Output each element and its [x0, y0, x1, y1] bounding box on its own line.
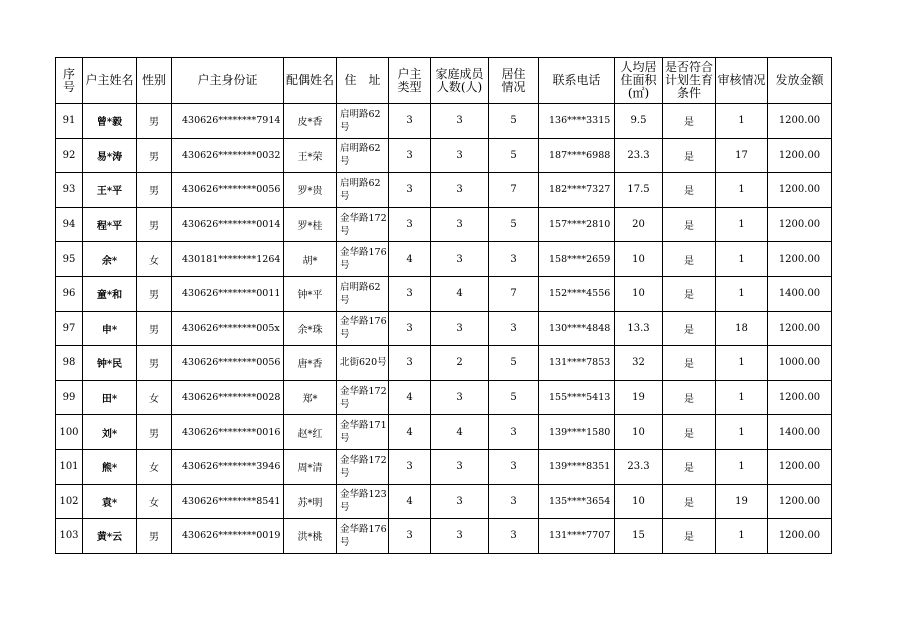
- table-row: [56, 415, 832, 450]
- cell-gender: 男: [137, 104, 172, 139]
- cell-phone: 139****1580: [539, 415, 615, 450]
- cell-phone: 187****6988: [539, 138, 615, 173]
- cell-owner-name: 王*平: [83, 173, 137, 208]
- cell-area: 23.3: [615, 449, 663, 484]
- cell-review: 1: [716, 346, 768, 381]
- cell-family-planning: 是: [663, 380, 716, 415]
- cell-owner-type: 4: [389, 484, 431, 519]
- cell-family-planning: 是: [663, 311, 716, 346]
- cell-phone: 135****3654: [539, 484, 615, 519]
- cell-owner-type: 3: [389, 104, 431, 139]
- cell-address: 北街620号: [337, 346, 389, 381]
- cell-review: 1: [716, 415, 768, 450]
- cell-family-planning: 是: [663, 138, 716, 173]
- cell-gender: 男: [137, 173, 172, 208]
- cell-member-count: 3: [431, 519, 489, 554]
- cell-address: 金华路176号: [337, 519, 389, 554]
- cell-family-planning: 是: [663, 449, 716, 484]
- cell-no: 96: [56, 276, 83, 311]
- cell-amount: 1200.00: [768, 449, 832, 484]
- cell-review: 18: [716, 311, 768, 346]
- cell-area: 13.3: [615, 311, 663, 346]
- cell-no: 98: [56, 346, 83, 381]
- cell-gender: 女: [137, 380, 172, 415]
- cell-review: 1: [716, 276, 768, 311]
- table-row: [56, 311, 832, 346]
- cell-family-planning: 是: [663, 207, 716, 242]
- cell-owner-type: 4: [389, 415, 431, 450]
- col-owner-type-header: 户主 类型: [389, 58, 431, 104]
- cell-living: 3: [489, 519, 539, 554]
- cell-owner-type: 3: [389, 449, 431, 484]
- cell-no: 99: [56, 380, 83, 415]
- cell-owner-id: 430626********0028: [172, 380, 284, 415]
- cell-family-planning: 是: [663, 104, 716, 139]
- cell-owner-name: 易*涛: [83, 138, 137, 173]
- cell-spouse-name: 唐*香: [284, 346, 337, 381]
- cell-amount: 1200.00: [768, 242, 832, 277]
- cell-area: 10: [615, 276, 663, 311]
- cell-spouse-name: 罗*桂: [284, 207, 337, 242]
- cell-address: 启明路62号: [337, 104, 389, 139]
- cell-living: 7: [489, 173, 539, 208]
- cell-no: 97: [56, 311, 83, 346]
- col-area-header: 人均居 住面积 (㎡): [615, 58, 663, 104]
- cell-area: 10: [615, 242, 663, 277]
- cell-address: 金华路172号: [337, 207, 389, 242]
- cell-member-count: 3: [431, 207, 489, 242]
- cell-owner-name: 申*: [83, 311, 137, 346]
- cell-spouse-name: 洪*桃: [284, 519, 337, 554]
- cell-phone: 139****8351: [539, 449, 615, 484]
- cell-area: 10: [615, 484, 663, 519]
- col-member-count-header: 家庭成员 人数(人): [431, 58, 489, 104]
- cell-owner-type: 3: [389, 519, 431, 554]
- cell-phone: 182****7327: [539, 173, 615, 208]
- cell-owner-id: 430626********3946: [172, 449, 284, 484]
- cell-owner-id: 430626********0056: [172, 173, 284, 208]
- cell-address: 启明路62号: [337, 276, 389, 311]
- table-row: [56, 346, 832, 381]
- cell-spouse-name: 胡*: [284, 242, 337, 277]
- cell-owner-id: 430626********0011: [172, 276, 284, 311]
- cell-area: 19: [615, 380, 663, 415]
- cell-owner-name: 袁*: [83, 484, 137, 519]
- col-owner-id-header: 户主身份证: [172, 58, 284, 104]
- cell-phone: 152****4556: [539, 276, 615, 311]
- cell-address: 金华路172号: [337, 449, 389, 484]
- cell-owner-id: 430626********0014: [172, 207, 284, 242]
- cell-phone: 131****7853: [539, 346, 615, 381]
- cell-member-count: 3: [431, 311, 489, 346]
- cell-owner-name: 黄*云: [83, 519, 137, 554]
- cell-amount: 1200.00: [768, 311, 832, 346]
- cell-owner-type: 3: [389, 207, 431, 242]
- cell-amount: 1200.00: [768, 104, 832, 139]
- table-row: [56, 242, 832, 277]
- cell-review: 1: [716, 519, 768, 554]
- cell-address: 金华路171号: [337, 415, 389, 450]
- cell-address: 启明路62号: [337, 173, 389, 208]
- cell-family-planning: 是: [663, 242, 716, 277]
- cell-living: 5: [489, 104, 539, 139]
- cell-owner-type: 4: [389, 380, 431, 415]
- col-no-header: 序 号: [56, 58, 83, 104]
- cell-owner-id: 430626********005x: [172, 311, 284, 346]
- table-row: [56, 519, 832, 554]
- cell-area: 15: [615, 519, 663, 554]
- cell-member-count: 3: [431, 173, 489, 208]
- table-row: [56, 138, 832, 173]
- cell-living: 5: [489, 207, 539, 242]
- cell-review: 1: [716, 242, 768, 277]
- cell-member-count: 3: [431, 484, 489, 519]
- cell-member-count: 3: [431, 242, 489, 277]
- cell-owner-type: 3: [389, 138, 431, 173]
- col-amount-header: 发放金额: [768, 58, 832, 104]
- cell-amount: 1200.00: [768, 207, 832, 242]
- cell-area: 23.3: [615, 138, 663, 173]
- cell-amount: 1200.00: [768, 173, 832, 208]
- cell-owner-name: 田*: [83, 380, 137, 415]
- cell-area: 17.5: [615, 173, 663, 208]
- cell-area: 20: [615, 207, 663, 242]
- table-row: [56, 276, 832, 311]
- table-row: [56, 380, 832, 415]
- cell-gender: 男: [137, 415, 172, 450]
- cell-area: 10: [615, 415, 663, 450]
- cell-review: 1: [716, 173, 768, 208]
- cell-living: 3: [489, 311, 539, 346]
- table-row: [56, 207, 832, 242]
- cell-spouse-name: 余*珠: [284, 311, 337, 346]
- cell-phone: 130****4848: [539, 311, 615, 346]
- cell-owner-name: 熊*: [83, 449, 137, 484]
- cell-spouse-name: 苏*明: [284, 484, 337, 519]
- cell-phone: 158****2659: [539, 242, 615, 277]
- cell-no: 103: [56, 519, 83, 554]
- col-living-header: 居住 情况: [489, 58, 539, 104]
- cell-owner-id: 430626********0056: [172, 346, 284, 381]
- cell-gender: 男: [137, 276, 172, 311]
- cell-living: 3: [489, 449, 539, 484]
- cell-gender: 男: [137, 311, 172, 346]
- cell-address: 金华路172号: [337, 380, 389, 415]
- col-gender-header: 性别: [137, 58, 172, 104]
- cell-gender: 女: [137, 242, 172, 277]
- cell-owner-id: 430181********1264: [172, 242, 284, 277]
- cell-no: 100: [56, 415, 83, 450]
- cell-phone: 136****3315: [539, 104, 615, 139]
- table-row: [56, 484, 832, 519]
- cell-amount: 1400.00: [768, 415, 832, 450]
- cell-spouse-name: 郑*: [284, 380, 337, 415]
- cell-family-planning: 是: [663, 519, 716, 554]
- cell-review: 1: [716, 207, 768, 242]
- cell-amount: 1400.00: [768, 276, 832, 311]
- subsidy-table: [55, 57, 832, 554]
- cell-owner-name: 程*平: [83, 207, 137, 242]
- cell-phone: 131****7707: [539, 519, 615, 554]
- cell-no: 91: [56, 104, 83, 139]
- cell-living: 3: [489, 484, 539, 519]
- cell-living: 7: [489, 276, 539, 311]
- cell-area: 9.5: [615, 104, 663, 139]
- cell-owner-id: 430626********0032: [172, 138, 284, 173]
- cell-no: 101: [56, 449, 83, 484]
- cell-amount: 1000.00: [768, 346, 832, 381]
- cell-owner-id: 430626********0016: [172, 415, 284, 450]
- cell-member-count: 3: [431, 380, 489, 415]
- cell-review: 1: [716, 449, 768, 484]
- col-owner-name-header: 户主姓名: [83, 58, 137, 104]
- cell-owner-name: 刘*: [83, 415, 137, 450]
- cell-review: 1: [716, 104, 768, 139]
- col-spouse-name-header: 配偶姓名: [284, 58, 337, 104]
- cell-amount: 1200.00: [768, 138, 832, 173]
- cell-family-planning: 是: [663, 173, 716, 208]
- cell-amount: 1200.00: [768, 519, 832, 554]
- cell-living: 5: [489, 346, 539, 381]
- cell-spouse-name: 皮*香: [284, 104, 337, 139]
- cell-phone: 155****5413: [539, 380, 615, 415]
- cell-owner-type: 3: [389, 276, 431, 311]
- cell-no: 94: [56, 207, 83, 242]
- cell-owner-type: 3: [389, 346, 431, 381]
- cell-spouse-name: 王*荣: [284, 138, 337, 173]
- cell-living: 3: [489, 415, 539, 450]
- cell-address: 金华路176号: [337, 311, 389, 346]
- cell-member-count: 3: [431, 449, 489, 484]
- cell-owner-name: 余*: [83, 242, 137, 277]
- cell-owner-id: 430626********8541: [172, 484, 284, 519]
- cell-living: 3: [489, 242, 539, 277]
- cell-no: 102: [56, 484, 83, 519]
- cell-owner-id: 430626********7914: [172, 104, 284, 139]
- cell-review: 1: [716, 380, 768, 415]
- cell-spouse-name: 钟*平: [284, 276, 337, 311]
- cell-gender: 女: [137, 449, 172, 484]
- cell-gender: 男: [137, 346, 172, 381]
- cell-area: 32: [615, 346, 663, 381]
- cell-address: 金华路123号: [337, 484, 389, 519]
- table-row: [56, 104, 832, 139]
- col-family-planning-header: 是否符合 计划生育 条件: [663, 58, 716, 104]
- cell-living: 5: [489, 380, 539, 415]
- cell-member-count: 4: [431, 415, 489, 450]
- cell-owner-type: 4: [389, 242, 431, 277]
- cell-family-planning: 是: [663, 276, 716, 311]
- cell-living: 5: [489, 138, 539, 173]
- cell-owner-id: 430626********0019: [172, 519, 284, 554]
- cell-amount: 1200.00: [768, 484, 832, 519]
- cell-owner-type: 3: [389, 173, 431, 208]
- table-body: [56, 104, 832, 554]
- cell-review: 19: [716, 484, 768, 519]
- cell-no: 93: [56, 173, 83, 208]
- col-phone-header: 联系电话: [539, 58, 615, 104]
- cell-spouse-name: 罗*贵: [284, 173, 337, 208]
- cell-member-count: 3: [431, 138, 489, 173]
- cell-member-count: 4: [431, 276, 489, 311]
- cell-no: 95: [56, 242, 83, 277]
- cell-member-count: 2: [431, 346, 489, 381]
- header-row: [56, 58, 832, 104]
- cell-phone: 157****2810: [539, 207, 615, 242]
- table-row: [56, 173, 832, 208]
- cell-review: 17: [716, 138, 768, 173]
- col-address-header: 住 址: [337, 58, 389, 104]
- cell-family-planning: 是: [663, 484, 716, 519]
- col-review-header: 审核情况: [716, 58, 768, 104]
- cell-spouse-name: 赵*红: [284, 415, 337, 450]
- cell-owner-type: 3: [389, 311, 431, 346]
- table-row: [56, 449, 832, 484]
- cell-spouse-name: 周*清: [284, 449, 337, 484]
- cell-owner-name: 童*和: [83, 276, 137, 311]
- cell-gender: 女: [137, 484, 172, 519]
- cell-gender: 男: [137, 207, 172, 242]
- cell-owner-name: 钟*民: [83, 346, 137, 381]
- cell-member-count: 3: [431, 104, 489, 139]
- cell-owner-name: 曾*毅: [83, 104, 137, 139]
- cell-gender: 男: [137, 138, 172, 173]
- cell-no: 92: [56, 138, 83, 173]
- cell-family-planning: 是: [663, 415, 716, 450]
- cell-family-planning: 是: [663, 346, 716, 381]
- cell-amount: 1200.00: [768, 380, 832, 415]
- cell-address: 启明路62号: [337, 138, 389, 173]
- cell-address: 金华路176号: [337, 242, 389, 277]
- cell-gender: 男: [137, 519, 172, 554]
